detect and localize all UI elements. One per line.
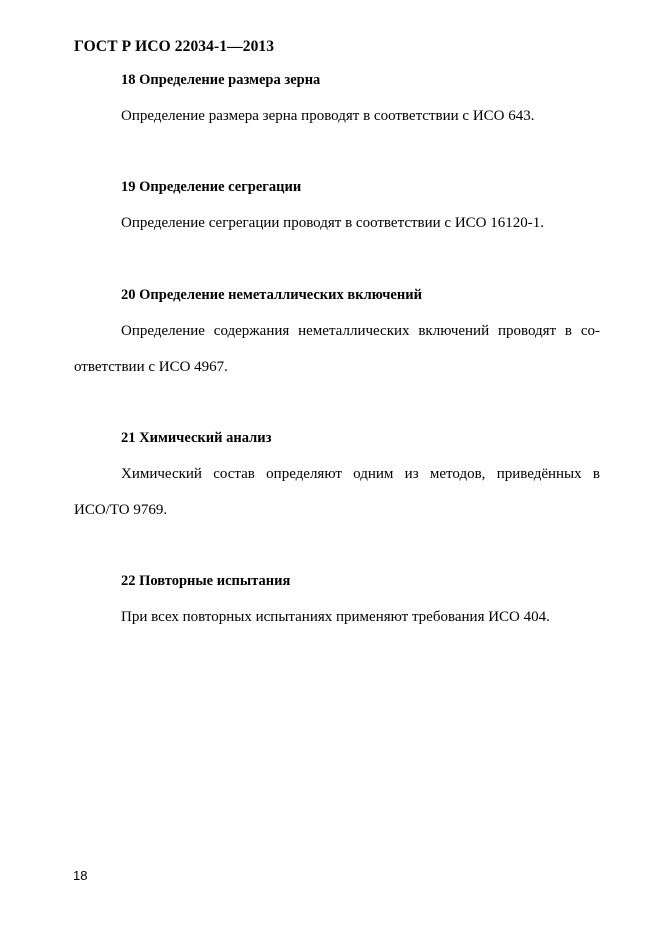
section-20-paragraph-line2: ответствии с ИСО 4967. — [74, 359, 228, 375]
section-22-paragraph: При всех повторных испытаниях применяют требования ИСО 404. — [121, 609, 550, 625]
section-22-heading: 22 Повторные испытания — [121, 573, 291, 589]
section-21-paragraph-line2: ИСО/ТО 9769. — [74, 502, 168, 518]
section-19-paragraph: Определение сегрегации проводят в соответствии с ИСО 16120-1. — [121, 215, 544, 231]
section-21-paragraph-line1: Химический состав определяют одним из методов, приведённых в — [121, 466, 600, 482]
section-18-paragraph: Определение размера зерна проводят в соответствии с ИСО 643. — [121, 108, 535, 124]
section-21-heading: 21 Химический анализ — [121, 430, 272, 446]
section-19-heading: 19 Определение сегрегации — [121, 179, 302, 195]
section-20-heading: 20 Определение неметаллических включений — [121, 287, 422, 303]
section-18-heading: 18 Определение размера зерна — [121, 72, 321, 88]
document-header: ГОСТ Р ИСО 22034-1—2013 — [74, 38, 275, 55]
section-20-paragraph-line1: Определение содержания неметаллических включений проводят в со- — [121, 323, 600, 339]
page-number: 18 — [73, 868, 88, 883]
